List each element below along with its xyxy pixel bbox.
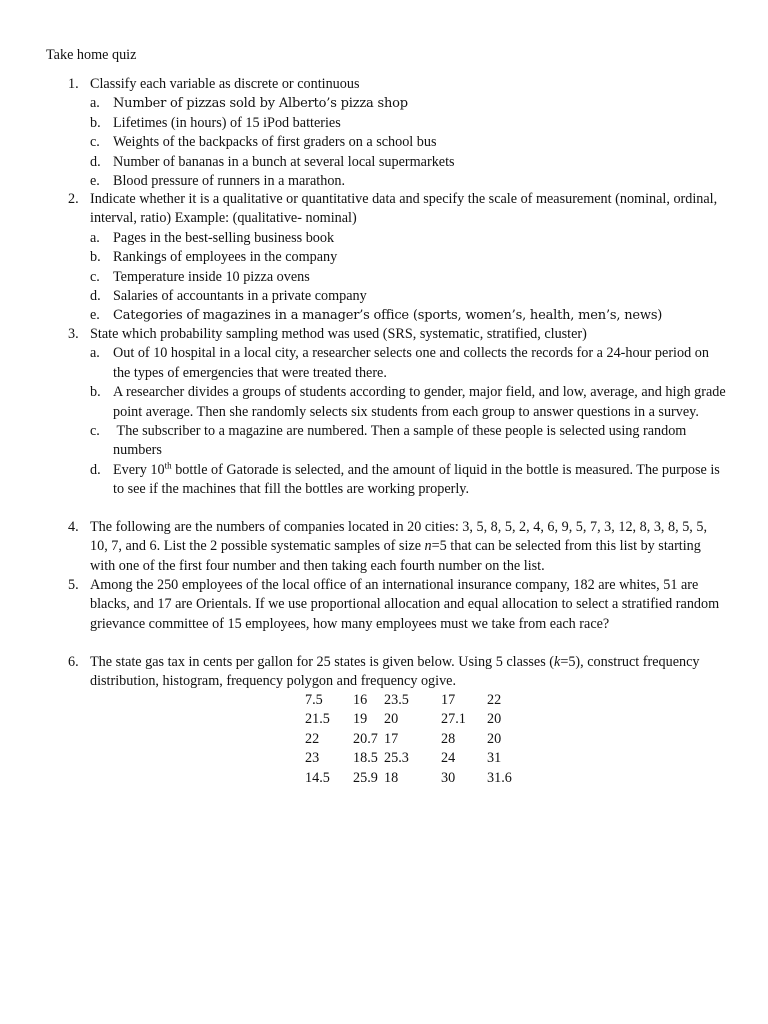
sub-question-label: d. <box>90 153 101 170</box>
sub-question-text: Pages in the best-selling business book <box>113 229 335 246</box>
variable-symbol: k <box>554 654 561 670</box>
sub-question-text: Number of bananas in a bunch at several local supermarkets <box>113 153 455 170</box>
sub-question <box>90 461 726 500</box>
sub-question-label: c. <box>90 268 100 285</box>
table-cell: 20 <box>384 711 399 728</box>
question-5 <box>46 576 726 634</box>
gas-tax-table <box>305 691 512 788</box>
sub-question <box>90 114 726 133</box>
quiz-title: Take home quiz <box>46 47 137 63</box>
question-6 <box>46 653 726 692</box>
question-text: State which probability sampling method was used (SRS, systematic, stratified, cluster) <box>90 326 587 342</box>
table-cell: 23 <box>305 750 320 767</box>
table-cell: 7.5 <box>305 692 323 708</box>
table-cell: 18.5 <box>353 750 378 767</box>
question-number: 6. <box>68 654 79 670</box>
table-cell: 20 <box>487 711 502 728</box>
sub-question-text: Temperature inside 10 pizza ovens <box>113 268 310 285</box>
table-cell: 18 <box>384 769 399 786</box>
question-1 <box>46 75 726 191</box>
table-cell: 16 <box>353 692 368 708</box>
question-number: 1. <box>68 76 79 92</box>
sub-question-label: a. <box>90 229 100 246</box>
variable-symbol: n <box>424 538 432 555</box>
sub-question <box>90 229 726 248</box>
table-cell: 24 <box>441 750 456 767</box>
sub-question <box>90 133 726 152</box>
table-row <box>305 730 512 749</box>
table-row <box>305 769 512 788</box>
sub-question-label: b. <box>90 249 101 266</box>
table-cell: 20 <box>487 730 502 747</box>
question-text <box>90 653 726 692</box>
sub-question <box>90 172 726 191</box>
table-cell: 23.5 <box>384 692 409 708</box>
sub-question-label: e. <box>90 307 100 324</box>
table-cell: 22 <box>305 730 320 747</box>
table-cell: 17 <box>384 730 399 747</box>
sub-question <box>90 94 726 113</box>
table-cell: 25.3 <box>384 750 409 767</box>
text-segment: bottle of Gatorade is selected, and the amount of liquid in the bottle is measured. The purpose is to see if the machines that fill the bottles are working properly. <box>113 461 720 498</box>
table-cell: 27.1 <box>441 711 466 728</box>
sub-question-text: Number of pizzas sold by Alberto’s pizza shop <box>113 96 408 112</box>
table-cell: 17 <box>441 692 456 708</box>
text-segment: The state gas tax in cents per gallon for 25 states is given below. Using 5 classes ( <box>90 654 555 670</box>
table-cell: 31.6 <box>487 769 512 786</box>
sub-question <box>90 153 726 172</box>
sub-question-label: b. <box>90 384 101 401</box>
sub-question-text: Categories of magazines in a manager’s office (sports, women’s, health, men’s, news) <box>113 308 663 324</box>
table-cell: 25.9 <box>353 769 378 786</box>
table-cell: 20.7 <box>353 730 378 747</box>
table-cell: 22 <box>487 692 502 708</box>
sub-question-text: The subscriber to a magazine are numbered. Then a sample of these people is selected using random numbers <box>113 423 690 459</box>
sub-question-label: a. <box>90 95 100 112</box>
sub-question-text: Weights of the backpacks of first graders on a school bus <box>113 134 437 151</box>
question-3 <box>46 325 726 500</box>
sub-question-text: Rankings of employees in the company <box>113 249 338 266</box>
table-cell: 14.5 <box>305 769 330 786</box>
sub-question <box>90 422 726 461</box>
sub-question-label: a. <box>90 345 100 362</box>
sub-question <box>90 344 726 383</box>
sub-question <box>90 383 726 422</box>
table-cell: 30 <box>441 769 456 786</box>
table-row <box>305 691 512 710</box>
table-row <box>305 710 512 729</box>
sub-question-text: Salaries of accountants in a private company <box>113 288 367 305</box>
sub-question <box>90 268 726 287</box>
table-row <box>305 749 512 768</box>
superscript: th <box>164 460 172 471</box>
text-segment: Every 10 <box>113 461 165 478</box>
table-cell: 21.5 <box>305 711 330 728</box>
question-number: 5. <box>68 577 79 593</box>
question-number: 2. <box>68 191 79 207</box>
sub-question <box>90 287 726 306</box>
sub-question-text: A researcher divides a groups of students according to gender, major field, and low, average, and high grade point average. Then she randomly selects six students from each group to answer questions in a survey. <box>113 384 726 420</box>
sub-question-text: Out of 10 hospital in a local city, a researcher selects one and collects the records for a 24-hour period on the types of emergencies that were treated there. <box>113 345 709 381</box>
question-2 <box>46 190 726 326</box>
table-cell: 31 <box>487 750 502 767</box>
sub-question-label: d. <box>90 288 101 305</box>
question-number: 4. <box>68 519 79 535</box>
question-number: 3. <box>68 326 79 342</box>
sub-question-text <box>113 461 726 500</box>
question-text <box>90 518 726 576</box>
sub-question-label: c. <box>90 423 100 440</box>
sub-question <box>90 306 726 325</box>
sub-question-text: Blood pressure of runners in a marathon. <box>113 173 346 190</box>
question-text: Among the 250 employees of the local office of an international insurance company, 182 are whites, 51 are blacks, and 17 are Orientals. If we use proportional allocation and equal allocation to select a stratified random grievance committee of 15 employees, how many employees must we take from each race? <box>90 577 720 632</box>
question-4 <box>46 518 726 576</box>
table-cell: 28 <box>441 730 456 747</box>
question-text: Indicate whether it is a qualitative or quantitative data and specify the scale of measurement (nominal, ordinal, interval, ratio) Example: (qualitative- nominal) <box>90 191 718 227</box>
sub-question-label: c. <box>90 134 100 151</box>
sub-question <box>90 248 726 267</box>
question-text: Classify each variable as discrete or continuous <box>90 76 360 92</box>
text-segment: The following are the numbers of companies located in 20 cities: 3, 5, 8, 5, 2, 4, 6, 9, 5, 7, 3, 12, 8, 3, 8, 5, 5, 10, 7, and 6. List the 2 possible systematic samples of size <box>90 519 708 555</box>
text-segment: =5 that can be selected from this list by starting with one of the first four number and then taking each fourth number on the list. <box>90 538 701 574</box>
sub-question-label: d. <box>90 461 101 478</box>
sub-question-label: e. <box>90 173 100 190</box>
table-cell: 19 <box>353 711 368 728</box>
text-segment: =5), construct frequency distribution, histogram, frequency polygon and frequency ogive. <box>90 654 700 690</box>
sub-question-label: b. <box>90 114 101 131</box>
sub-question-text: Lifetimes (in hours) of 15 iPod batteries <box>113 114 341 131</box>
